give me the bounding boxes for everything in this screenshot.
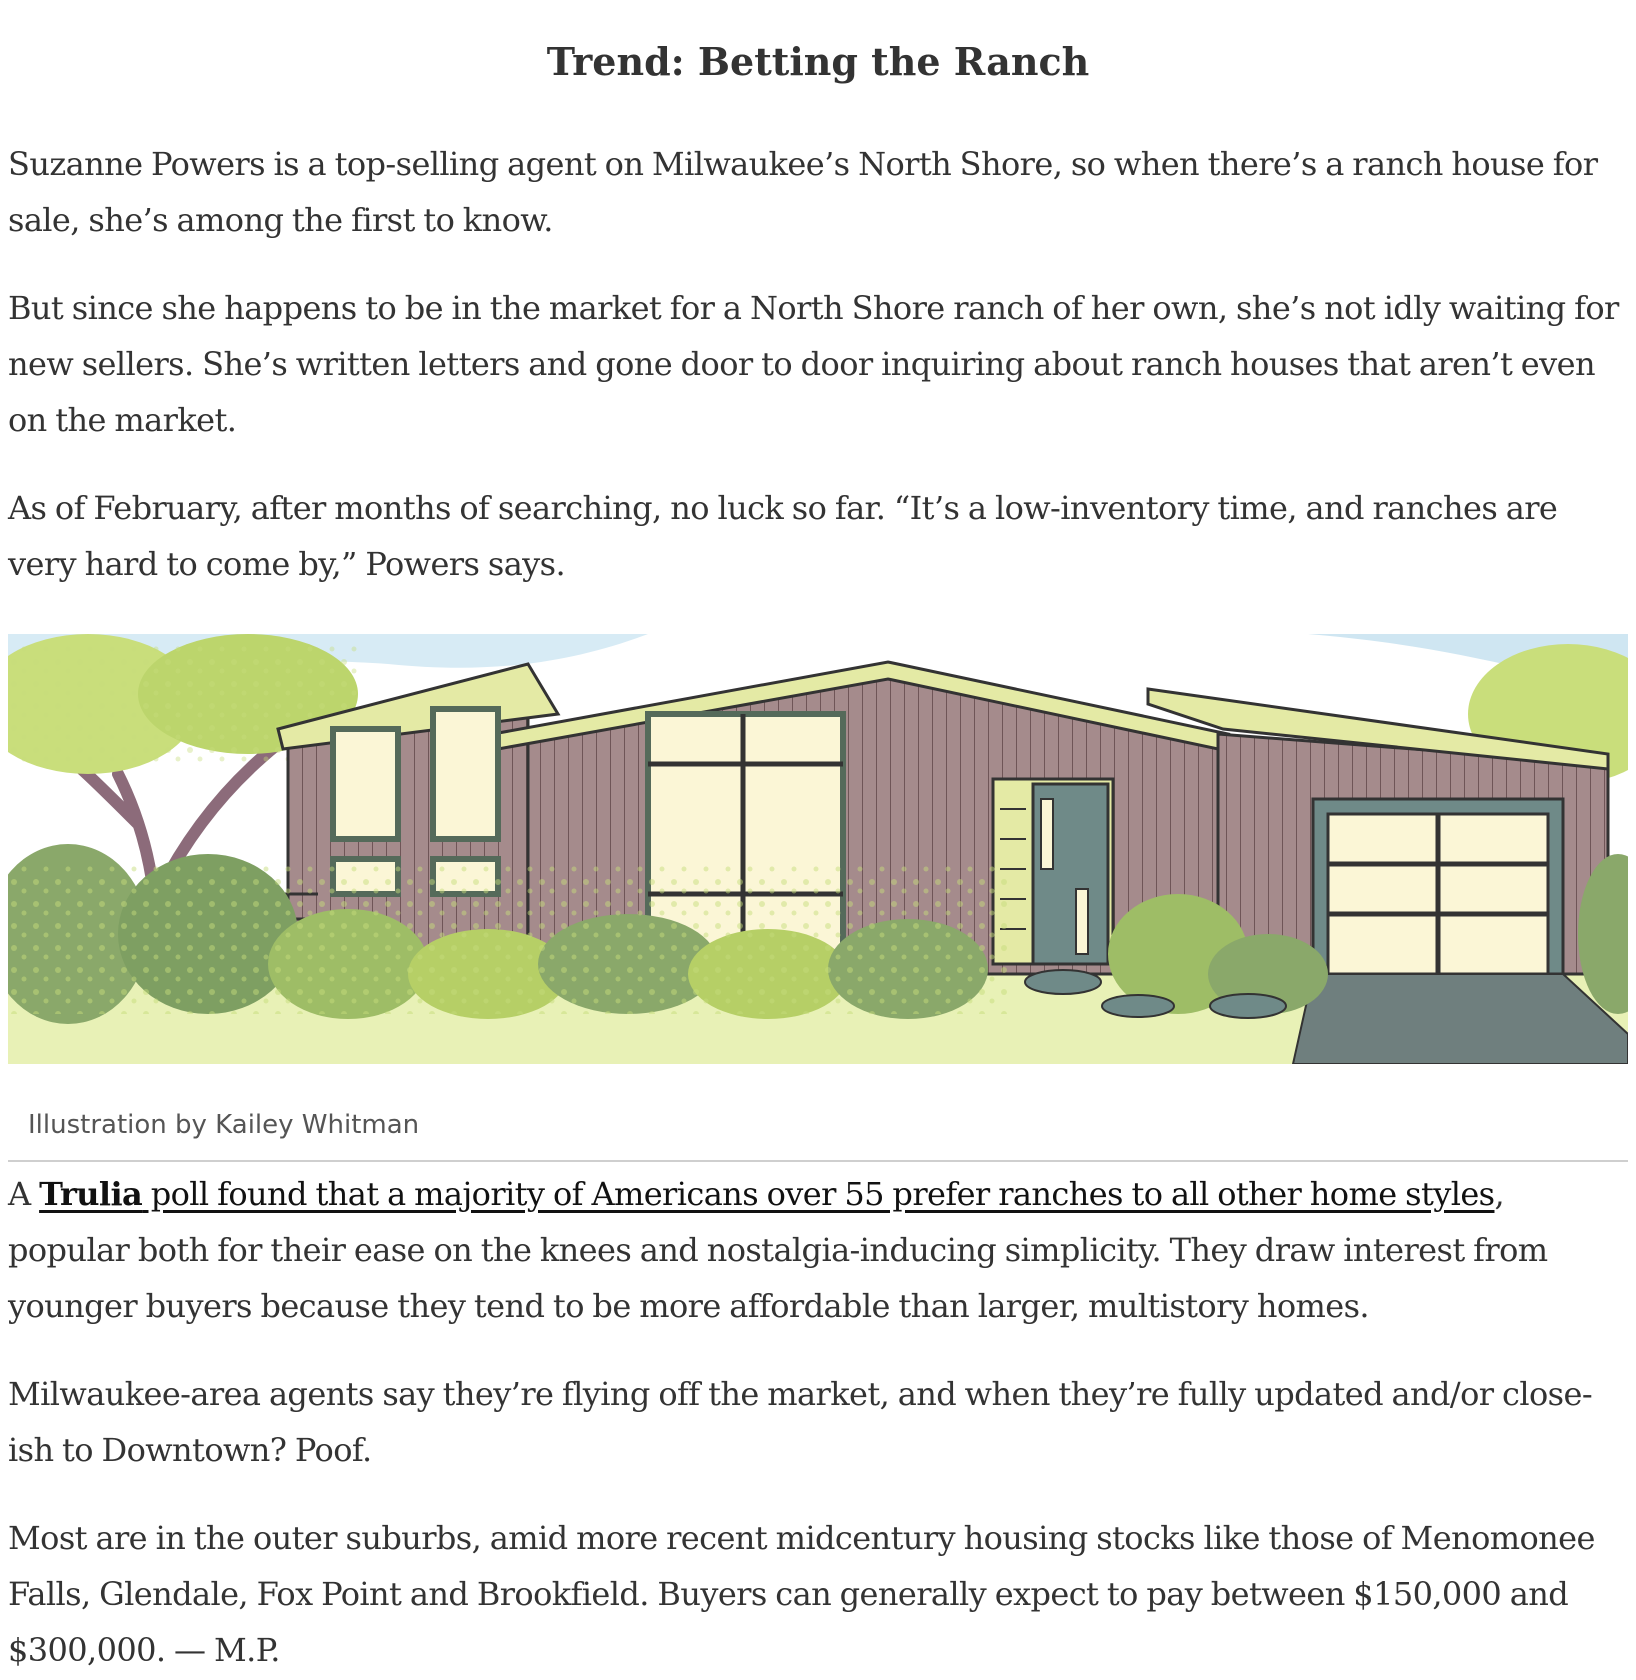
trulia-link-rest: poll found that a majority of Americans over 55 prefer ranches to all other home styles: [142, 1175, 1495, 1213]
paragraph-3: As of February, after months of searching, no luck so far. “It’s a low-inventory time, and ranches are very hard to come by,” Powers says.: [8, 489, 1558, 583]
paragraph-4: [8, 1166, 1628, 1334]
figure-caption: Illustration by Kailey Whitman: [8, 1108, 1628, 1162]
paragraph-6: Most are in the outer suburbs, amid more recent midcentury housing stocks like those of Menomonee Falls, Glendale, Fox Point and Brookfield. Buyers can generally expect to pay between $150,000 and $300,000. — M.P.: [8, 1519, 1595, 1669]
paragraph-4-prefix: A: [8, 1175, 40, 1213]
trulia-link-bold: Trulia: [39, 1175, 143, 1213]
article: [8, 0, 1628, 1678]
paragraph-2: But since she happens to be in the market for a North Shore ranch of her own, she’s not idly waiting for new sellers. She’s written letters and gone door to door inquiring about ranch houses that aren’t even on the market.: [8, 289, 1619, 439]
figure: [8, 634, 1628, 1162]
paragraph-4-suffix: , popular both for their ease on the knees and nostalgia-inducing simplicity. They draw interest from younger buyers because they tend to be more affordable than larger, multistory homes.: [8, 1175, 1548, 1325]
ranch-house-illustration: [8, 634, 1628, 1064]
trulia-poll-link[interactable]: [39, 1175, 1494, 1213]
article-title: Trend: Betting the Ranch: [546, 39, 1090, 84]
paragraph-1: Suzanne Powers is a top-selling agent on Milwaukee’s North Shore, so when there’s a ranch house for sale, she’s among the first to know.: [8, 145, 1598, 239]
paragraph-5: Milwaukee-area agents say they’re flying off the market, and when they’re fully updated and/or close-ish to Downtown? Poof.: [8, 1375, 1593, 1469]
